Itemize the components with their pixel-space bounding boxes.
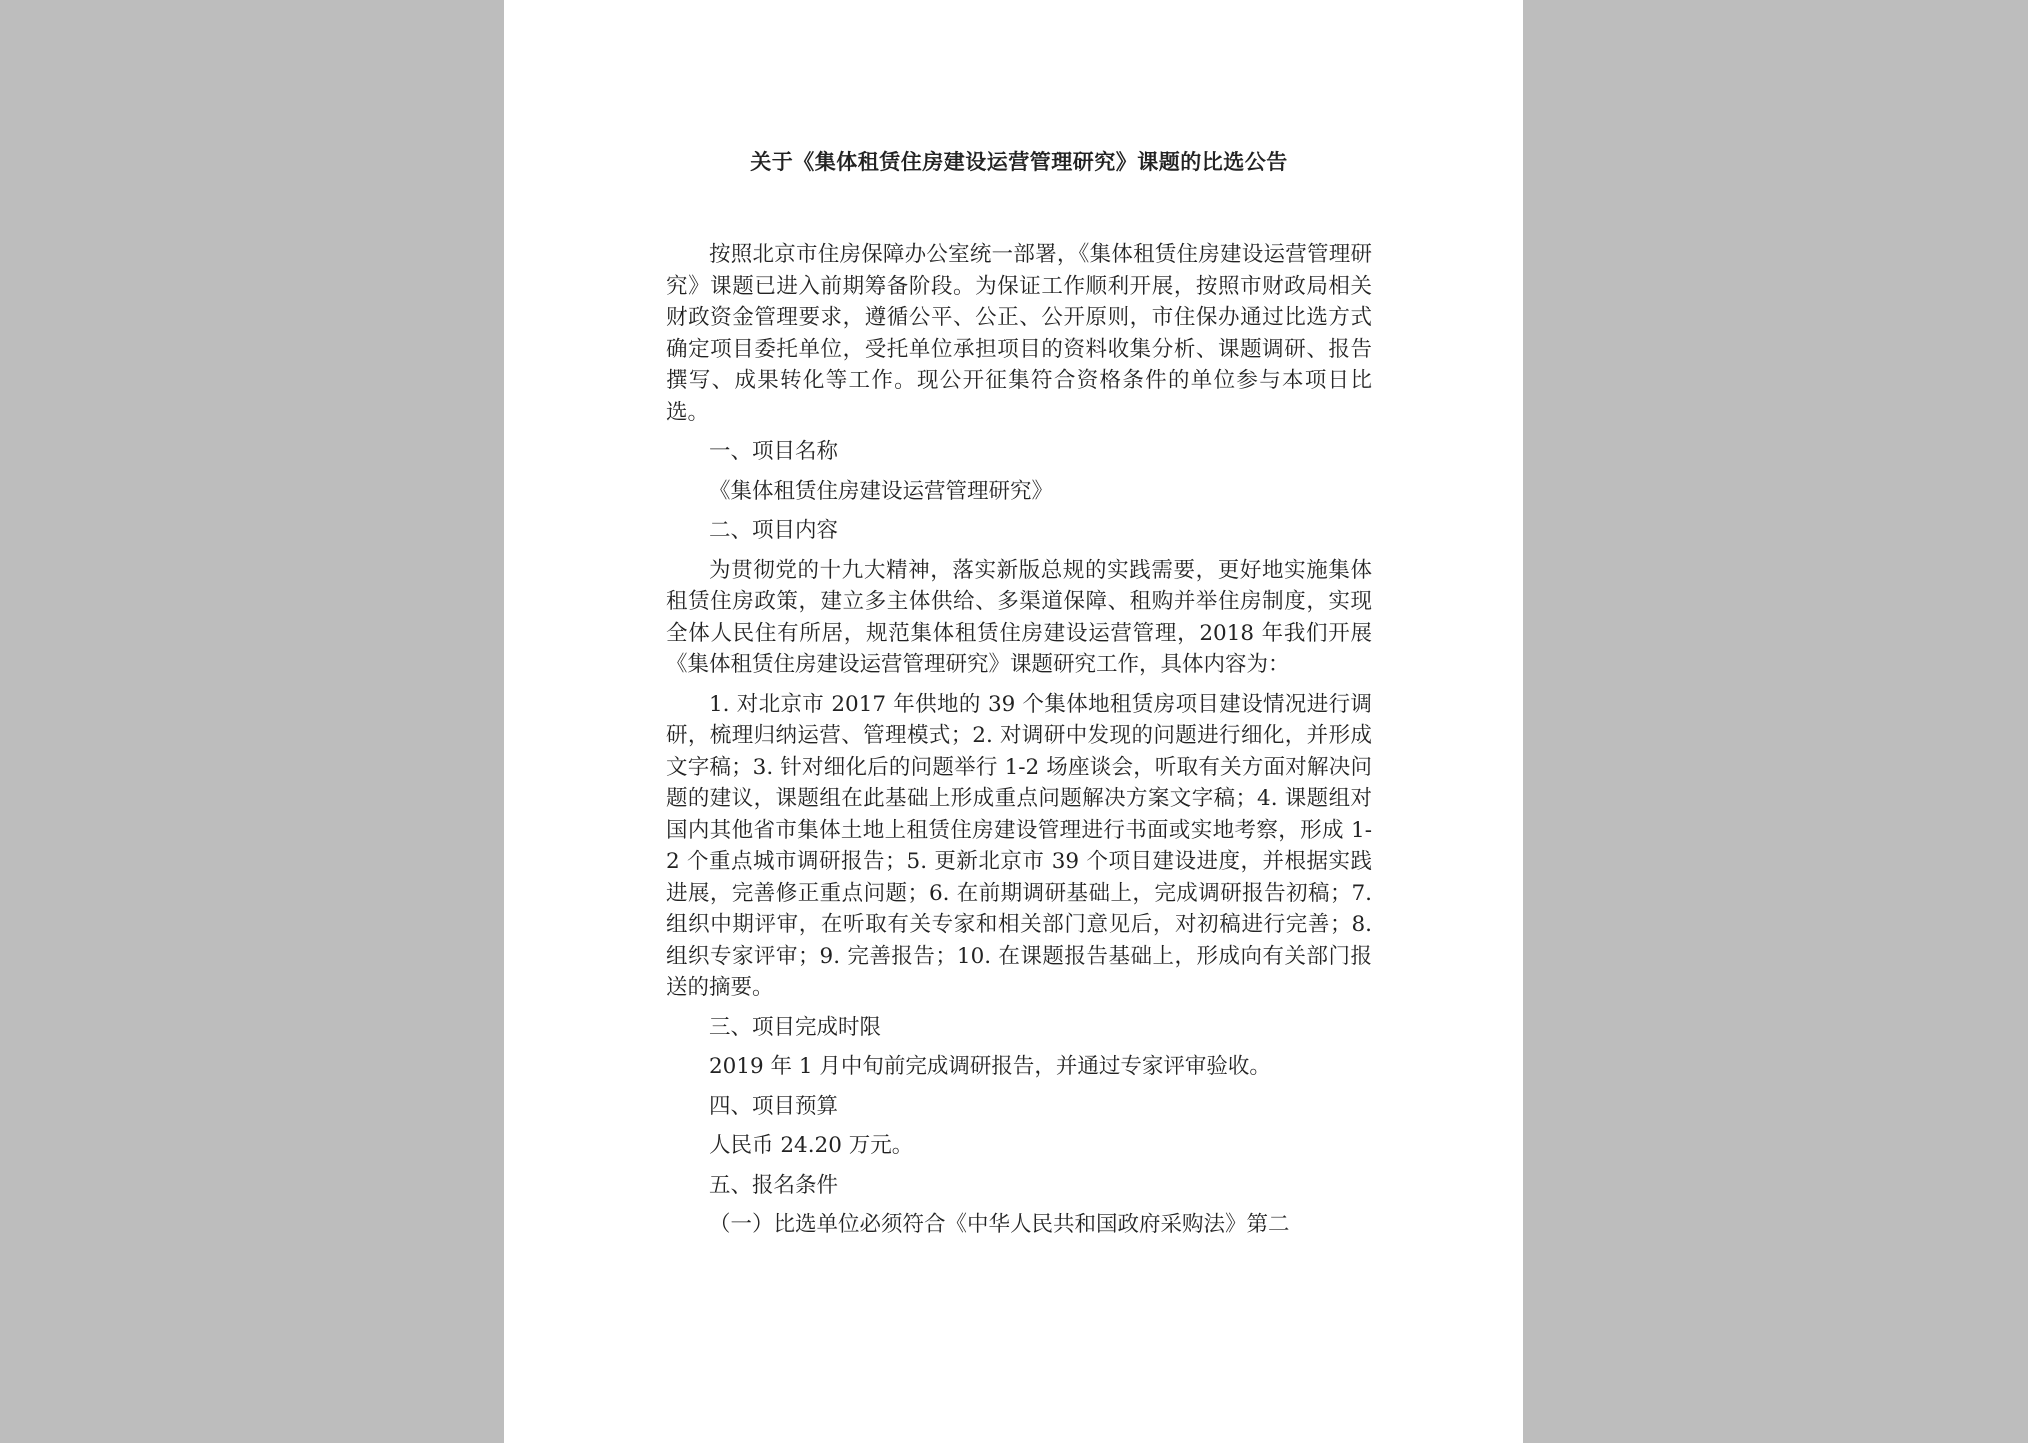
paragraph-registration-condition-1: （一）比选单位必须符合《中华人民共和国政府采购法》第二 [709, 1212, 1290, 1237]
heading-project-content: 二、项目内容 [709, 518, 839, 543]
paragraph-project-tasks: 1. 对北京市 2017 年供地的 39 个集体地租赁房项目建设情况进行调研，梳理归纳运营、管理模式；2. 对调研中发现的问题进行细化，并形成文字稿；3. 针对细化后的问题举行 1-2 场座谈会，听取有关方面对解决问题的建议，课题组在此基础上形成重点问题解决方案文字稿；4. 课题组对国内其他省市集体土地上租赁住房建设管理进行书面或实地考察，形成 1-2 个重点城市调研报告；5. 更新北京市 39 个项目建设进度，并根据实践进展，完善修正重点问题；6. 在前期调研基础上，完成调研报告初稿；7. 组织中期评审，在听取有关专家和相关部门意见后，对初稿进行完善；8. 组织专家评审；9. 完善报告；10. 在课题报告基础上，形成向有关部门报送的摘要。 [666, 691, 1372, 1000]
heading-registration-conditions: 五、报名条件 [709, 1172, 839, 1198]
paragraph-project-name: 《集体租赁住房建设运营管理研究》 [709, 478, 1054, 504]
heading-project-name: 一、项目名称 [709, 439, 839, 464]
paragraph-intro: 按照北京市住房保障办公室统一部署，《集体租赁住房建设运营管理研究》课题已进入前期筹备阶段。为保证工作顺利开展，按照市财政局相关财政资金管理要求，遵循公平、公正、公开原则，市住保办通过比选方式确定项目委托单位，受托单位承担项目的资料收集分析、课题调研、报告撰写、成果转化等工作。现公开征集符合资格条件的单位参与本项日比选。 [666, 242, 1372, 425]
paragraph-project-budget: 人民币 24.20 万元。 [709, 1133, 914, 1158]
heading-project-budget: 四、项目预算 [709, 1093, 839, 1119]
heading-project-deadline: 三、项目完成时限 [709, 1014, 882, 1040]
paragraph-project-purpose: 为贯彻党的十九大精神，落实新版总规的实践需要，更好地实施集体租赁住房政策，建立多主体供给、多渠道保障、租购并举住房制度，实现全体人民住有所居，规范集体租赁住房建设运营管理，2018 年我们开展《集体租赁住房建设运营管理研究》课题研究工作，具体内容为： [666, 557, 1372, 677]
document-page [504, 0, 1523, 1443]
document-body [666, 239, 1372, 1249]
document-title: 关于《集体租赁住房建设运营管理研究》课题的比选公告 [750, 149, 1288, 174]
paragraph-project-deadline: 2019 年 1 月中旬前完成调研报告，并通过专家评审验收。 [709, 1054, 1271, 1079]
